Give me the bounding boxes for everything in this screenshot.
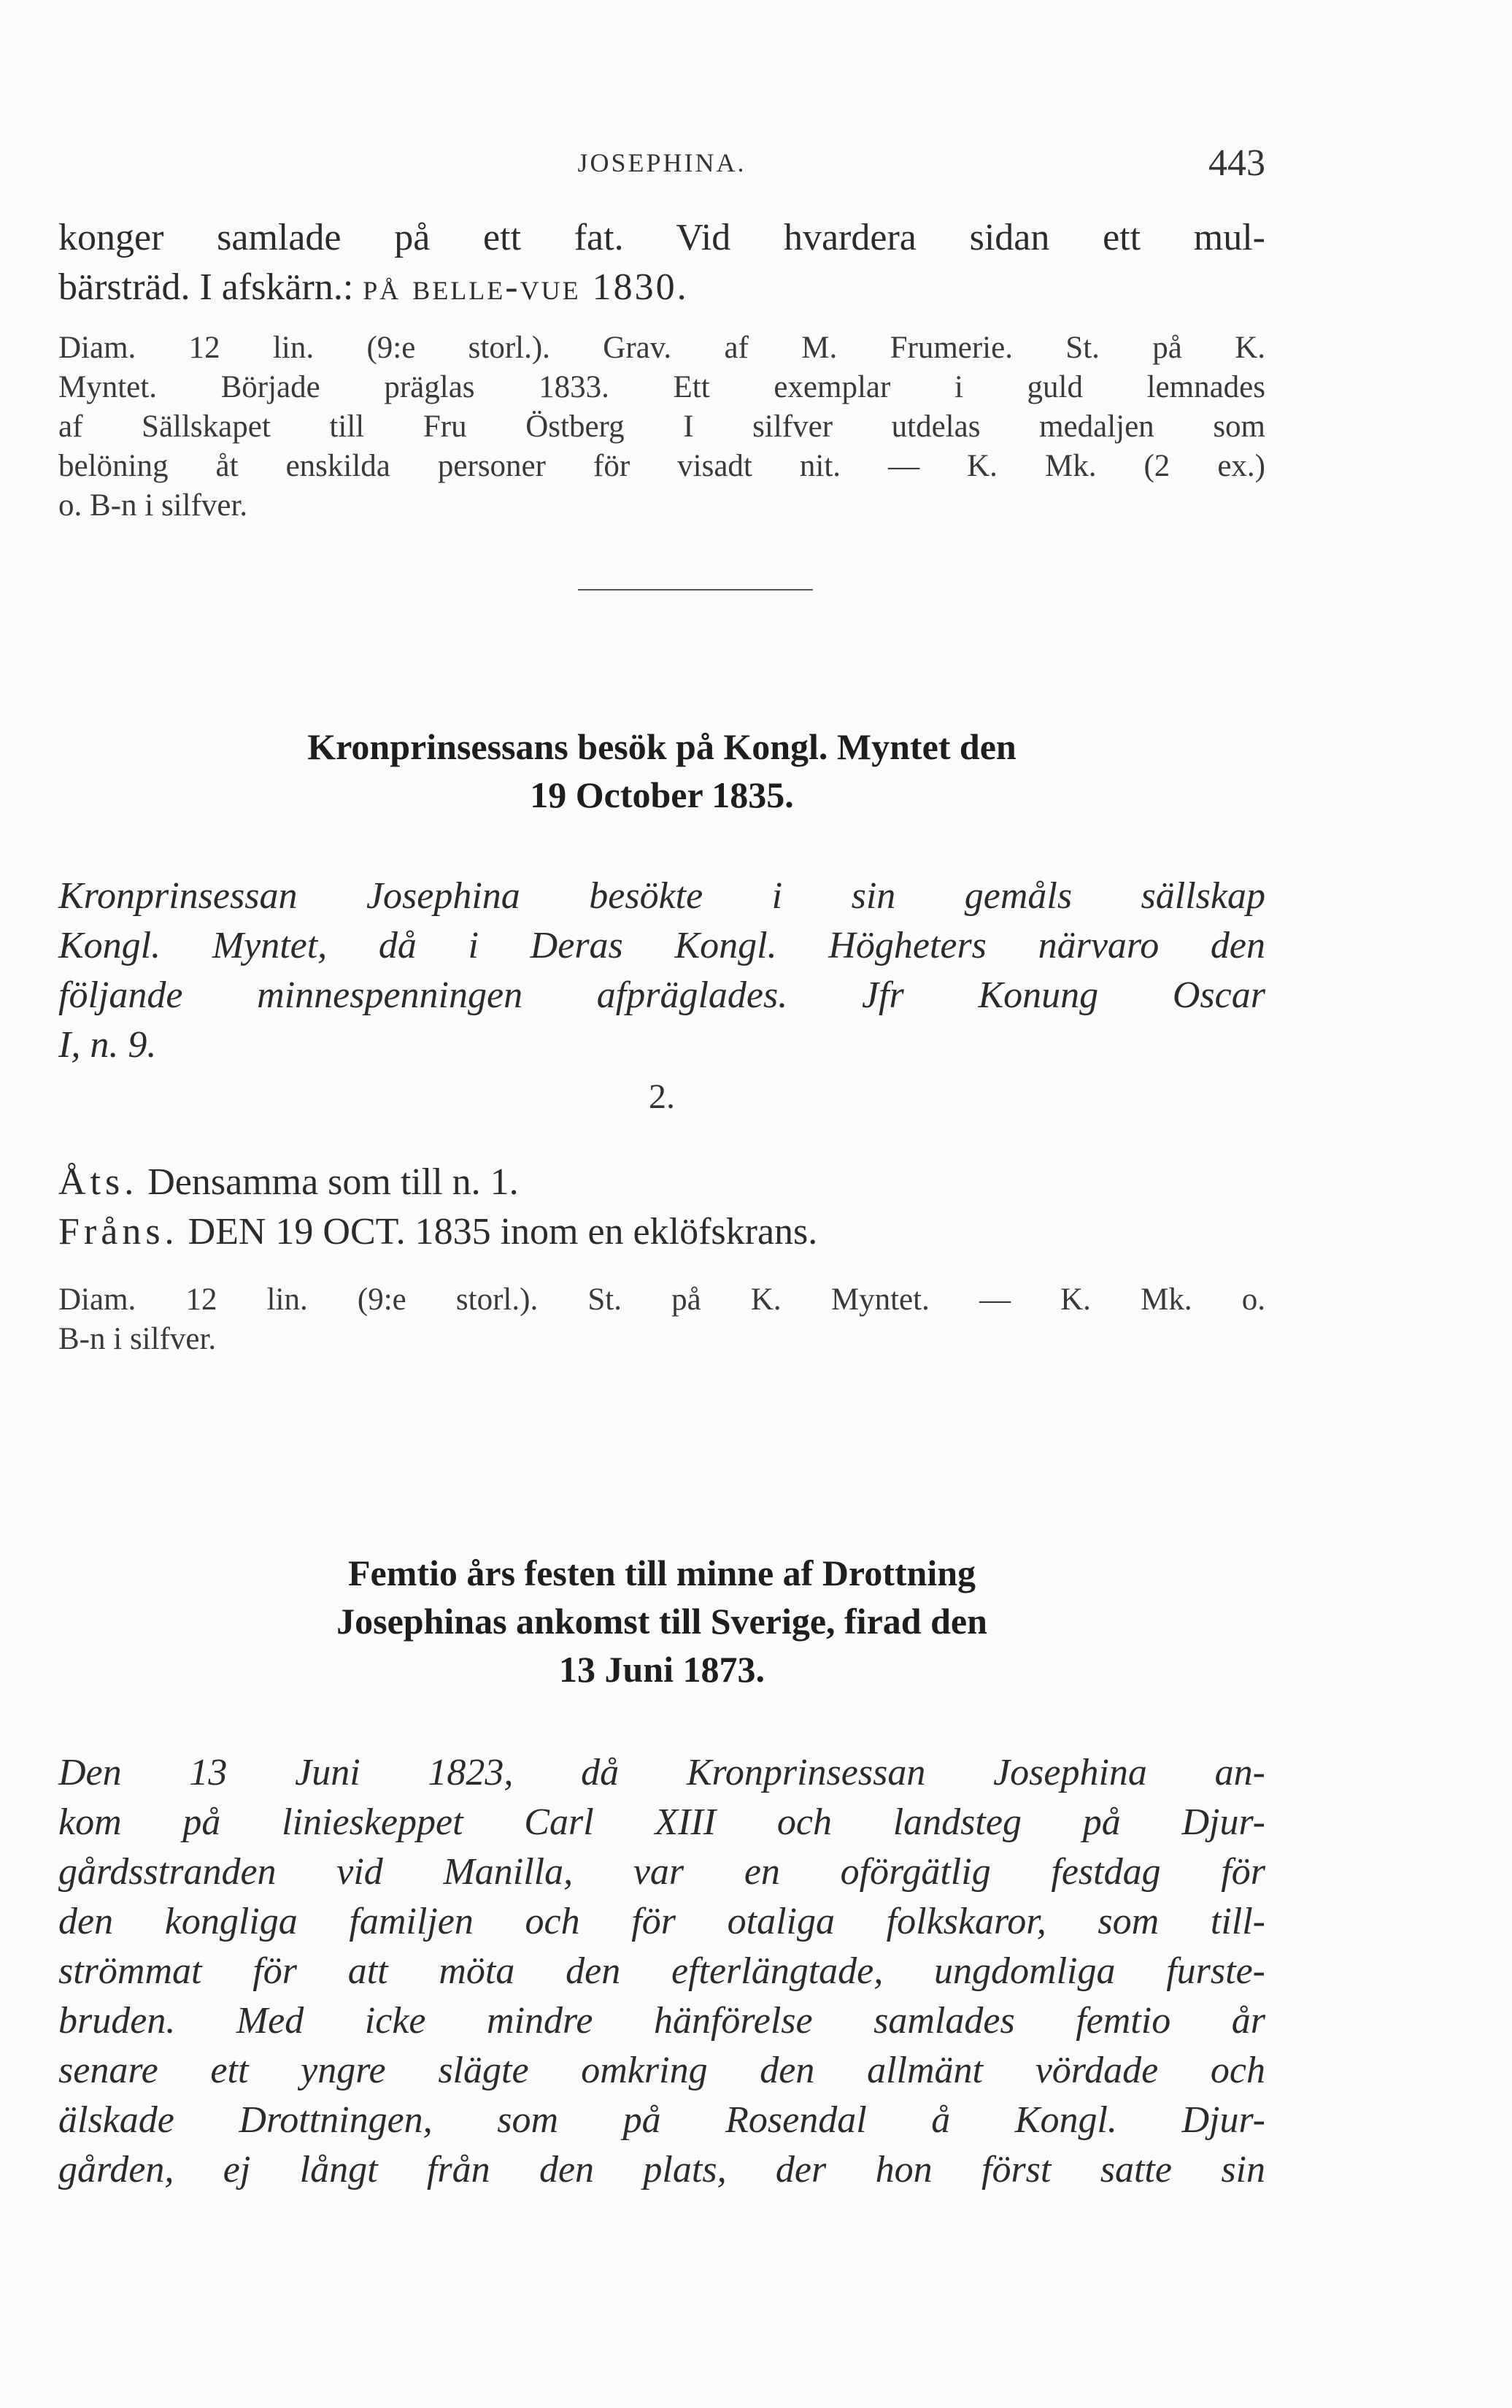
medal-number: 2. bbox=[649, 1077, 675, 1116]
section2-line-2: kom på linieskeppet Carl XIII och landsteg på Djur- bbox=[58, 1801, 1265, 1843]
page-number: 443 bbox=[1208, 142, 1265, 184]
section-divider bbox=[578, 589, 813, 591]
section2-line-7: senare ett yngre slägte omkring den allmänt vördade och bbox=[58, 2050, 1265, 2091]
section2-heading-line-1: Femtio års festen till minne af Drottning bbox=[347, 1553, 976, 1593]
obverse-label: Åts. bbox=[58, 1161, 139, 1203]
obverse-line bbox=[58, 1158, 1265, 1207]
section2-line-1: Den 13 Juni 1823, då Kronprinsessan Josephina an- bbox=[58, 1752, 1265, 1793]
intro-line-1: konger samlade på ett fat. Vid hvardera sidan ett mul- bbox=[58, 217, 1265, 258]
section2-line-8: älskade Drottningen, som på Rosendal å Kongl. Djur- bbox=[58, 2099, 1265, 2141]
intro-inscription: på belle-vue 1830. bbox=[363, 266, 689, 308]
medal-note-2 bbox=[58, 1280, 1265, 1359]
section2-line-5: strömmat för att möta den efterlängtade, ungdomliga furste- bbox=[58, 1950, 1265, 1992]
medal-description bbox=[58, 1158, 1265, 1257]
section2-line-9: gården, ej långt från den plats, der hon först satte sin bbox=[58, 2149, 1265, 2190]
intro-line-2-text: bärsträd. I afskärn.: bbox=[58, 266, 363, 308]
section1-intro-line-1: Kronprinsessan Josephina besökte i sin gemåls sällskap bbox=[58, 875, 1265, 917]
running-header bbox=[58, 142, 1265, 190]
note1-line-4: belöning åt enskilda personer för visadt nit. — K. Mk. (2 ex.) bbox=[58, 449, 1265, 483]
section1-intro bbox=[58, 872, 1265, 1070]
note1-line-2: Myntet. Började präglas 1833. Ett exemplar i guld lemnades bbox=[58, 370, 1265, 404]
section2-heading-line-2: Josephinas ankomst till Sverige, firad den bbox=[336, 1601, 987, 1642]
section2-line-6: bruden. Med icke mindre hänförelse samlades femtio år bbox=[58, 2000, 1265, 2042]
intro-paragraph bbox=[58, 213, 1265, 312]
section2-heading bbox=[58, 1549, 1265, 1693]
section2-line-4: den kongliga familjen och för otaliga folkskaror, som till- bbox=[58, 1901, 1265, 1942]
obverse-text: Densamma som till n. 1. bbox=[147, 1161, 519, 1203]
section2-line-3: gårdsstranden vid Manilla, var en oförgätlig festdag för bbox=[58, 1851, 1265, 1893]
note2-line-2: B-n i silfver. bbox=[58, 1322, 217, 1356]
note1-line-3: af Sällskapet till Fru Östberg I silfver utdelas medaljen som bbox=[58, 409, 1265, 444]
section1-heading bbox=[58, 723, 1265, 819]
section1-heading-line-2: 19 October 1835. bbox=[530, 774, 794, 815]
reverse-line bbox=[58, 1207, 1265, 1257]
note1-line-1: Diam. 12 lin. (9:e storl.). Grav. af M. Frumerie. St. på K. bbox=[58, 331, 1265, 365]
section2-heading-line-3: 13 Juni 1873. bbox=[558, 1649, 765, 1690]
note2-line-1: Diam. 12 lin. (9:e storl.). St. på K. Myntet. — K. Mk. o. bbox=[58, 1282, 1265, 1317]
section1-intro-line-3: följande minnespenningen afpräglades. Jfr Konung Oscar bbox=[58, 974, 1265, 1016]
reverse-label: Fråns. bbox=[58, 1211, 179, 1253]
note1-line-5: o. B-n i silfver. bbox=[58, 488, 248, 523]
reverse-text: DEN 19 OCT. 1835 inom en eklöfskrans. bbox=[188, 1211, 818, 1253]
section1-intro-line-4: I, n. 9. bbox=[58, 1024, 157, 1066]
section1-heading-line-1: Kronprinsessans besök på Kongl. Myntet den bbox=[307, 726, 1017, 767]
intro-line-2 bbox=[58, 263, 1265, 312]
header-title: JOSEPHINA. bbox=[577, 148, 747, 177]
section2-body bbox=[58, 1748, 1265, 2195]
medal-note-1 bbox=[58, 328, 1265, 526]
section1-intro-line-2: Kongl. Myntet, då i Deras Kongl. Högheters närvaro den bbox=[58, 925, 1265, 966]
